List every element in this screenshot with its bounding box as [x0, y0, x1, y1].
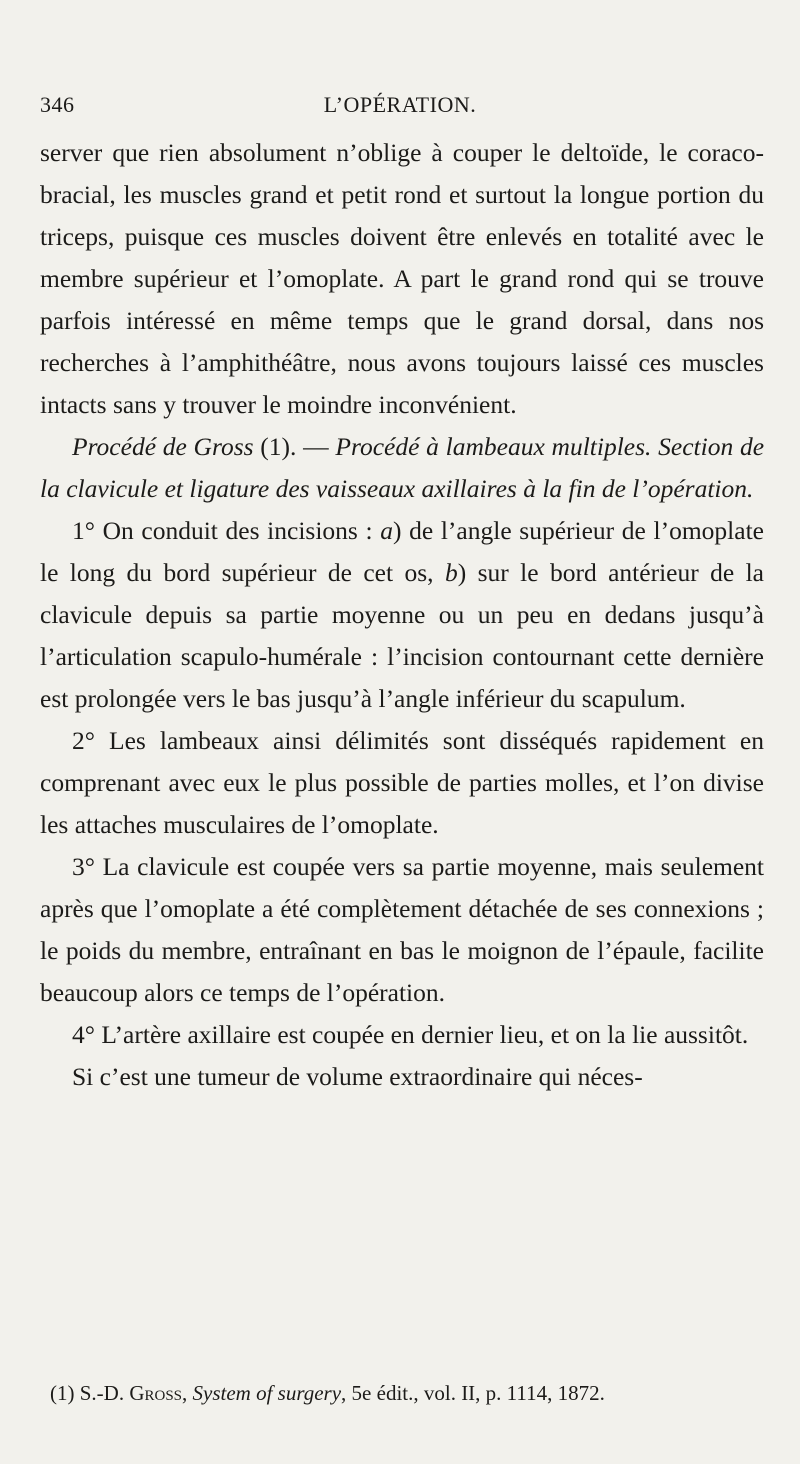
page-number: 346 — [40, 92, 75, 117]
procedure-heading — [40, 426, 764, 510]
footnote-separator: , — [182, 1381, 193, 1405]
running-head — [40, 92, 760, 122]
step-1-middle: ) de l’angle supérieur de l’omoplate le long du bord supérieur de cet os, — [40, 516, 764, 587]
footnote-marker: (1) S.-D. — [50, 1381, 130, 1405]
closing-line: Si c’est une tumeur de volume extraordinaire qui néces- — [72, 1062, 643, 1091]
footnote-details: , 5e édit., vol. II, p. 1114, 1872. — [341, 1381, 605, 1405]
main-text — [40, 132, 764, 1098]
paragraph-continuation: server que rien absolument n’oblige à couper le deltoïde, le coraco-bracial, les muscles grand et petit rond et surtout la longue portion du triceps, puisque ces muscles doivent être enlevés en totalité avec le membre supérieur et l’omoplate. A part le grand rond qui se trouve parfois intéressé en même temps que le grand dorsal, dans nos recherches à l’amphithéâtre, nous avons toujours laissé ces muscles intacts sans y trouver le moindre inconvénient. — [40, 138, 764, 419]
procedure-description: Procédé à lambeaux multiples. Section de la clavicule et ligature des vaisseaux axillaires à la fin de l’opération. — [40, 432, 765, 503]
footnote — [50, 1378, 764, 1408]
step-1-label-b: b — [444, 558, 458, 587]
step-3: 3° La clavicule est coupée vers sa partie moyenne, mais seulement après que l’omoplate a été complètement détachée de ses connexions ; le poids du membre, entraînant en bas le moignon de l’épaule, facilite beaucoup alors ce temps de l’opération. — [40, 852, 764, 1007]
running-title: L’OPÉRATION. — [323, 92, 477, 117]
step-2: 2° Les lambeaux ainsi délimités sont disséqués rapidement en comprenant avec eux le plus possible de parties molles, et l’on divise les attaches musculaires de l’omoplate. — [40, 726, 764, 839]
footnote-author: Gross — [129, 1381, 183, 1405]
footnote-reference: (1). — — [253, 432, 336, 461]
step-4: 4° L’artère axillaire est coupée en dernier lieu, et on la lie aussitôt. — [72, 1020, 749, 1049]
footnote-work-title: System of surgery — [192, 1381, 342, 1405]
procedure-name: Procédé de Gross — [72, 432, 254, 461]
step-1-end: ) sur le bord antérieur de la clavicule depuis sa partie moyenne ou un peu en dedans jusqu’à l’articulation scapulo-humérale : l’incision contournant cette dernière est prolongée vers le bas jusqu’à l’angle inférieur du scapulum. — [40, 558, 764, 713]
step-1 — [40, 510, 764, 720]
step-1-label-a: a — [380, 516, 393, 545]
step-1-intro: 1° On conduit des incisions : — [72, 516, 381, 545]
